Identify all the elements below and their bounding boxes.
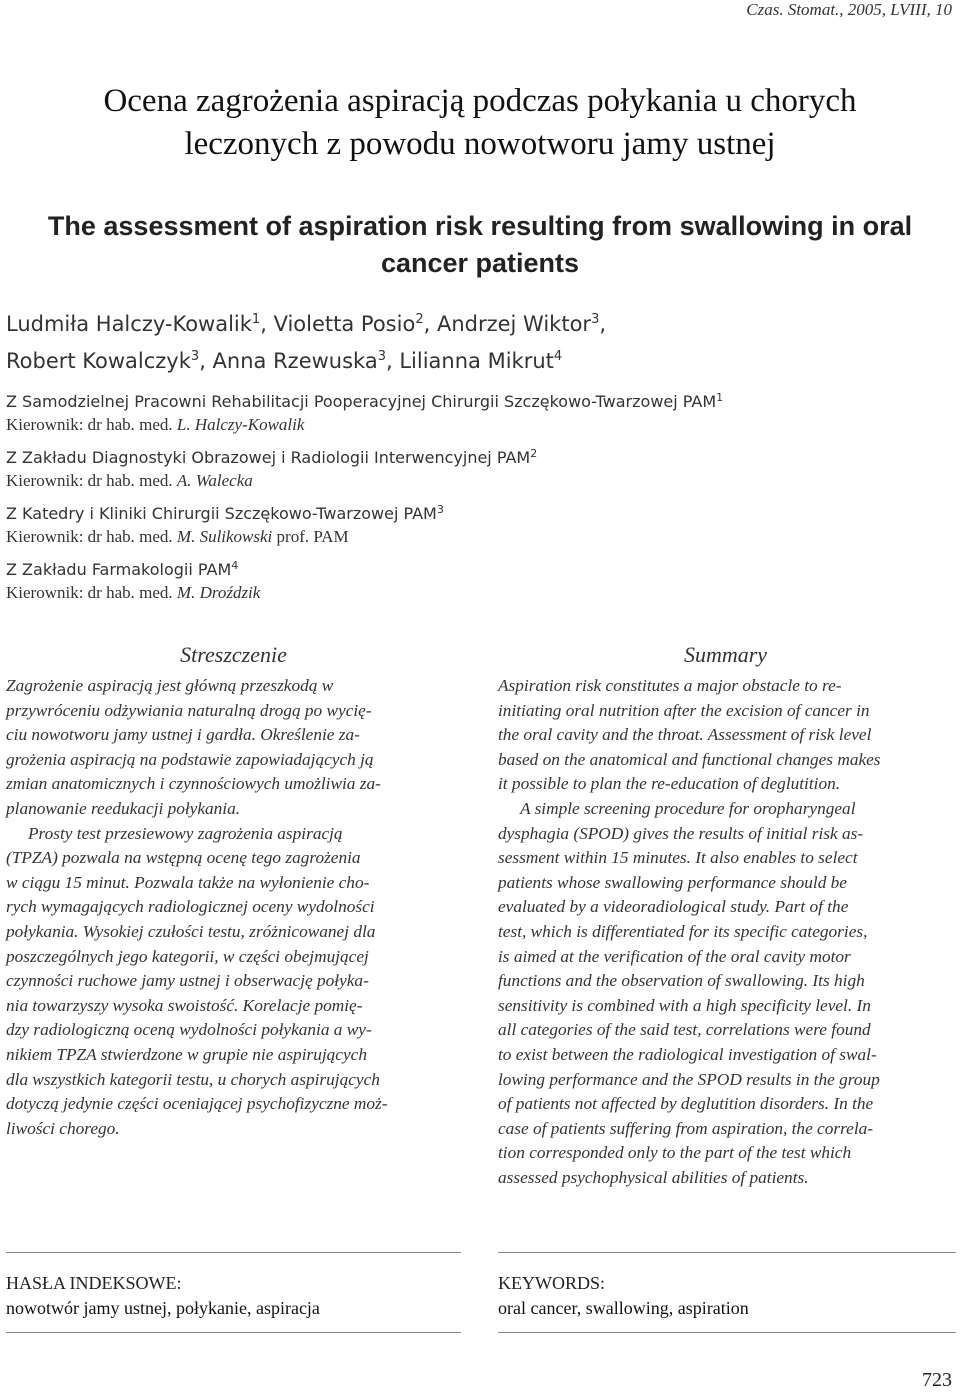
- text-line: rych wymagających radiologicznej oceny wydolności: [6, 897, 375, 917]
- affiliation-head-name: L. Halczy-Kowalik: [176, 415, 305, 434]
- affiliation-unit-name: Z Samodzielnej Pracowni Rehabilitacji Pooperacyjnej Chirurgii Szczękowo-Twarzowej PAM: [6, 392, 717, 411]
- divider-top-right: [498, 1252, 956, 1253]
- text-line: functions and the observation of swallowing. Its high: [498, 971, 865, 991]
- text-line: sessment within 15 minutes. It also enables to select: [498, 848, 858, 868]
- author-affiliation-number: 1: [251, 312, 261, 327]
- text-line: w ciągu 15 minut. Pozwala także na wyłonienie cho-: [6, 872, 370, 892]
- affiliation-unit: [6, 446, 926, 469]
- title-polish: [0, 80, 960, 166]
- abstract-english-paragraph-1: [498, 674, 953, 797]
- abstract-polish-paragraph-2: [6, 822, 461, 1142]
- text-line: przywróceniu odżywiania naturalną drogą po wycię-: [6, 700, 372, 720]
- text-line: Zagrożenie aspiracją jest główną przeszkodą w: [6, 676, 334, 695]
- affiliation-number: 3: [436, 503, 444, 516]
- author-affiliation-number: 3: [377, 349, 386, 364]
- author-affiliation-number: 3: [190, 349, 200, 364]
- affiliation-unit: [6, 502, 926, 525]
- keywords-english-text: oral cancer, swallowing, aspiration: [498, 1298, 749, 1318]
- text-line: dzy radiologiczną oceną wydolności połykania a wy-: [6, 1020, 372, 1040]
- author-name: Andrzej Wiktor: [436, 312, 592, 336]
- affiliation-number: 1: [716, 391, 724, 404]
- text-line: case of patients suffering from aspiration, the correla-: [498, 1118, 874, 1138]
- affiliation-head-suffix: prof. PAM: [272, 527, 349, 546]
- text-line: sensitivity is combined with a high specificity level. In: [498, 995, 871, 1015]
- author-line: Ludmiła Halczy-Kowalik$^1$, Violetta Posio$^2$, Andrzej Wiktor$^3$,: [6, 312, 607, 336]
- text-line: dla wszystkich kategorii testu, u chorych aspirujących: [6, 1069, 380, 1089]
- affiliation-head: [6, 413, 926, 436]
- text-line: liwości chorego.: [6, 1118, 120, 1138]
- text-line: czynności ruchowe jamy ustnej i obserwację połyka-: [6, 971, 369, 991]
- author-affiliation-number: 4: [553, 349, 563, 364]
- text-line: (TPZA) pozwala na wstępną ocenę tego zagrożenia: [6, 848, 361, 868]
- text-line: grożenia aspiracją na podstawie zapowiadających ją: [6, 749, 374, 769]
- affiliation-head: [6, 581, 926, 604]
- author-line: Robert Kowalczyk$^3$, Anna Rzewuska$^3$, Lilianna Mikrut$^4$: [6, 349, 563, 373]
- affiliation: [6, 558, 926, 604]
- page-number: 723: [922, 1369, 952, 1391]
- text-line: it possible to plan the re-education of deglutition.: [498, 774, 841, 794]
- text-line: połykania. Wysokiej czułości testu, zróżnicowanej dla: [6, 921, 376, 941]
- abstract-polish-heading: Streszczenie: [180, 642, 287, 667]
- journal-citation: Czas. Stomat., 2005, LVIII, 10: [746, 0, 952, 19]
- affiliation: [6, 502, 926, 548]
- text-line: evaluated by a videoradiological study. Part of the: [498, 897, 849, 917]
- affiliation-number: 4: [231, 559, 239, 572]
- author-name: Ludmiła Halczy-Kowalik: [6, 312, 252, 336]
- author-name: Anna Rzewuska: [212, 349, 378, 373]
- divider-top-left: [6, 1252, 461, 1253]
- text-line: test, which is differentiated for its specific categories,: [498, 921, 868, 941]
- text-line: ciu nowotworu jamy ustnej i gardła. Określenie za-: [6, 725, 360, 745]
- affiliation-head-name: M. Droździk: [176, 583, 261, 602]
- author-name: Lilianna Mikrut: [399, 349, 554, 373]
- abstract-polish: [6, 640, 461, 1141]
- affiliation-unit: [6, 390, 926, 413]
- affiliation-head-name: A. Walecka: [176, 471, 253, 490]
- text-line: based on the anatomical and functional changes makes: [498, 749, 881, 769]
- keywords-english: [498, 1271, 749, 1321]
- text-line: nikiem TPZA stwierdzone w grupie nie aspirujących: [6, 1044, 367, 1064]
- text-line: dotyczą jedynie części oceniającej psychofizyczne moż-: [6, 1094, 388, 1114]
- affiliation-head-prefix: Kierownik: dr hab. med.: [6, 471, 177, 490]
- text-line: of patients not affected by deglutition disorders. In the: [498, 1094, 874, 1114]
- title-polish-line: leczonych z powodu nowotworu jamy ustnej: [184, 126, 776, 162]
- author-affiliation-number: 2: [415, 312, 424, 327]
- divider-bottom-right: [498, 1332, 956, 1333]
- keywords-polish: [6, 1271, 320, 1321]
- title-english-line: cancer patients: [380, 248, 580, 278]
- text-line: tion corresponded only to the part of the test which: [498, 1143, 852, 1163]
- affiliation-head-prefix: Kierownik: dr hab. med.: [6, 583, 177, 602]
- abstract-english: [498, 640, 953, 1190]
- author-name: Robert Kowalczyk: [6, 349, 191, 373]
- text-line: patients whose swallowing performance should be: [498, 872, 847, 892]
- affiliation-head: [6, 469, 926, 492]
- abstract-polish-paragraph-1: [6, 674, 461, 822]
- author-name: Violetta Posio: [273, 312, 416, 336]
- author-list: [6, 306, 946, 380]
- text-line: nia towarzyszy wysoka swoistość. Korelacje pomię-: [6, 995, 363, 1015]
- text-line: Aspiration risk constitutes a major obstacle to re-: [498, 676, 842, 695]
- text-line: poszczególnych jego kategorii, w części obejmującej: [6, 946, 369, 966]
- affiliation: [6, 390, 926, 436]
- affiliation-unit-name: Z Katedry i Kliniki Chirurgii Szczękowo-Twarzowej PAM: [6, 504, 437, 523]
- title-polish-line: Ocena zagrożenia aspiracją podczas połykania u chorych: [103, 83, 857, 119]
- affiliation-head: [6, 525, 926, 548]
- keywords-polish-heading: HASŁA INDEKSOWE:: [6, 1273, 182, 1293]
- text-line: lowing performance and the SPOD results in the group: [498, 1069, 880, 1089]
- affiliation: [6, 446, 926, 492]
- title-english-line: The assessment of aspiration risk resulting from swallowing in oral: [47, 211, 913, 241]
- text-line: to exist between the radiological investigation of swal-: [498, 1044, 877, 1064]
- text-line: all categories of the said test, correlations were found: [498, 1020, 871, 1040]
- text-line: the oral cavity and the throat. Assessment of risk level: [498, 725, 872, 745]
- affiliation-head-prefix: Kierownik: dr hab. med.: [6, 415, 177, 434]
- divider-bottom-left: [6, 1332, 461, 1333]
- author-affiliation-number: 3: [591, 312, 600, 327]
- affiliation-unit-name: Z Zakładu Diagnostyki Obrazowej i Radiologii Interwencyjnej PAM: [6, 448, 531, 467]
- text-line: dysphagia (SPOD) gives the results of initial risk as-: [498, 823, 864, 843]
- text-line: initiating oral nutrition after the excision of cancer in: [498, 700, 870, 720]
- title-english: [0, 208, 960, 282]
- affiliation-unit-name: Z Zakładu Farmakologii PAM: [6, 560, 232, 579]
- text-line: Prosty test przesiewowy zagrożenia aspiracją: [28, 823, 343, 843]
- abstract-english-heading: Summary: [683, 642, 768, 667]
- affiliation-number: 2: [530, 447, 538, 460]
- text-line: assessed psychophysical abilities of patients.: [498, 1167, 809, 1187]
- text-line: zmian anatomicznych i czynnościowych umożliwia za-: [6, 774, 381, 794]
- abstract-english-paragraph-2: [498, 797, 953, 1191]
- keywords-english-heading: KEYWORDS:: [498, 1273, 605, 1293]
- text-line: is aimed at the verification of the oral cavity motor: [498, 946, 851, 966]
- text-line: A simple screening procedure for oropharyngeal: [520, 798, 856, 818]
- affiliation-head-prefix: Kierownik: dr hab. med.: [6, 527, 177, 546]
- text-line: planowanie reedukacji połykania.: [6, 798, 241, 818]
- affiliation-unit: [6, 558, 926, 581]
- keywords-polish-text: nowotwór jamy ustnej, połykanie, aspiracja: [6, 1298, 320, 1318]
- affiliation-head-name: M. Sulikowski: [176, 527, 273, 546]
